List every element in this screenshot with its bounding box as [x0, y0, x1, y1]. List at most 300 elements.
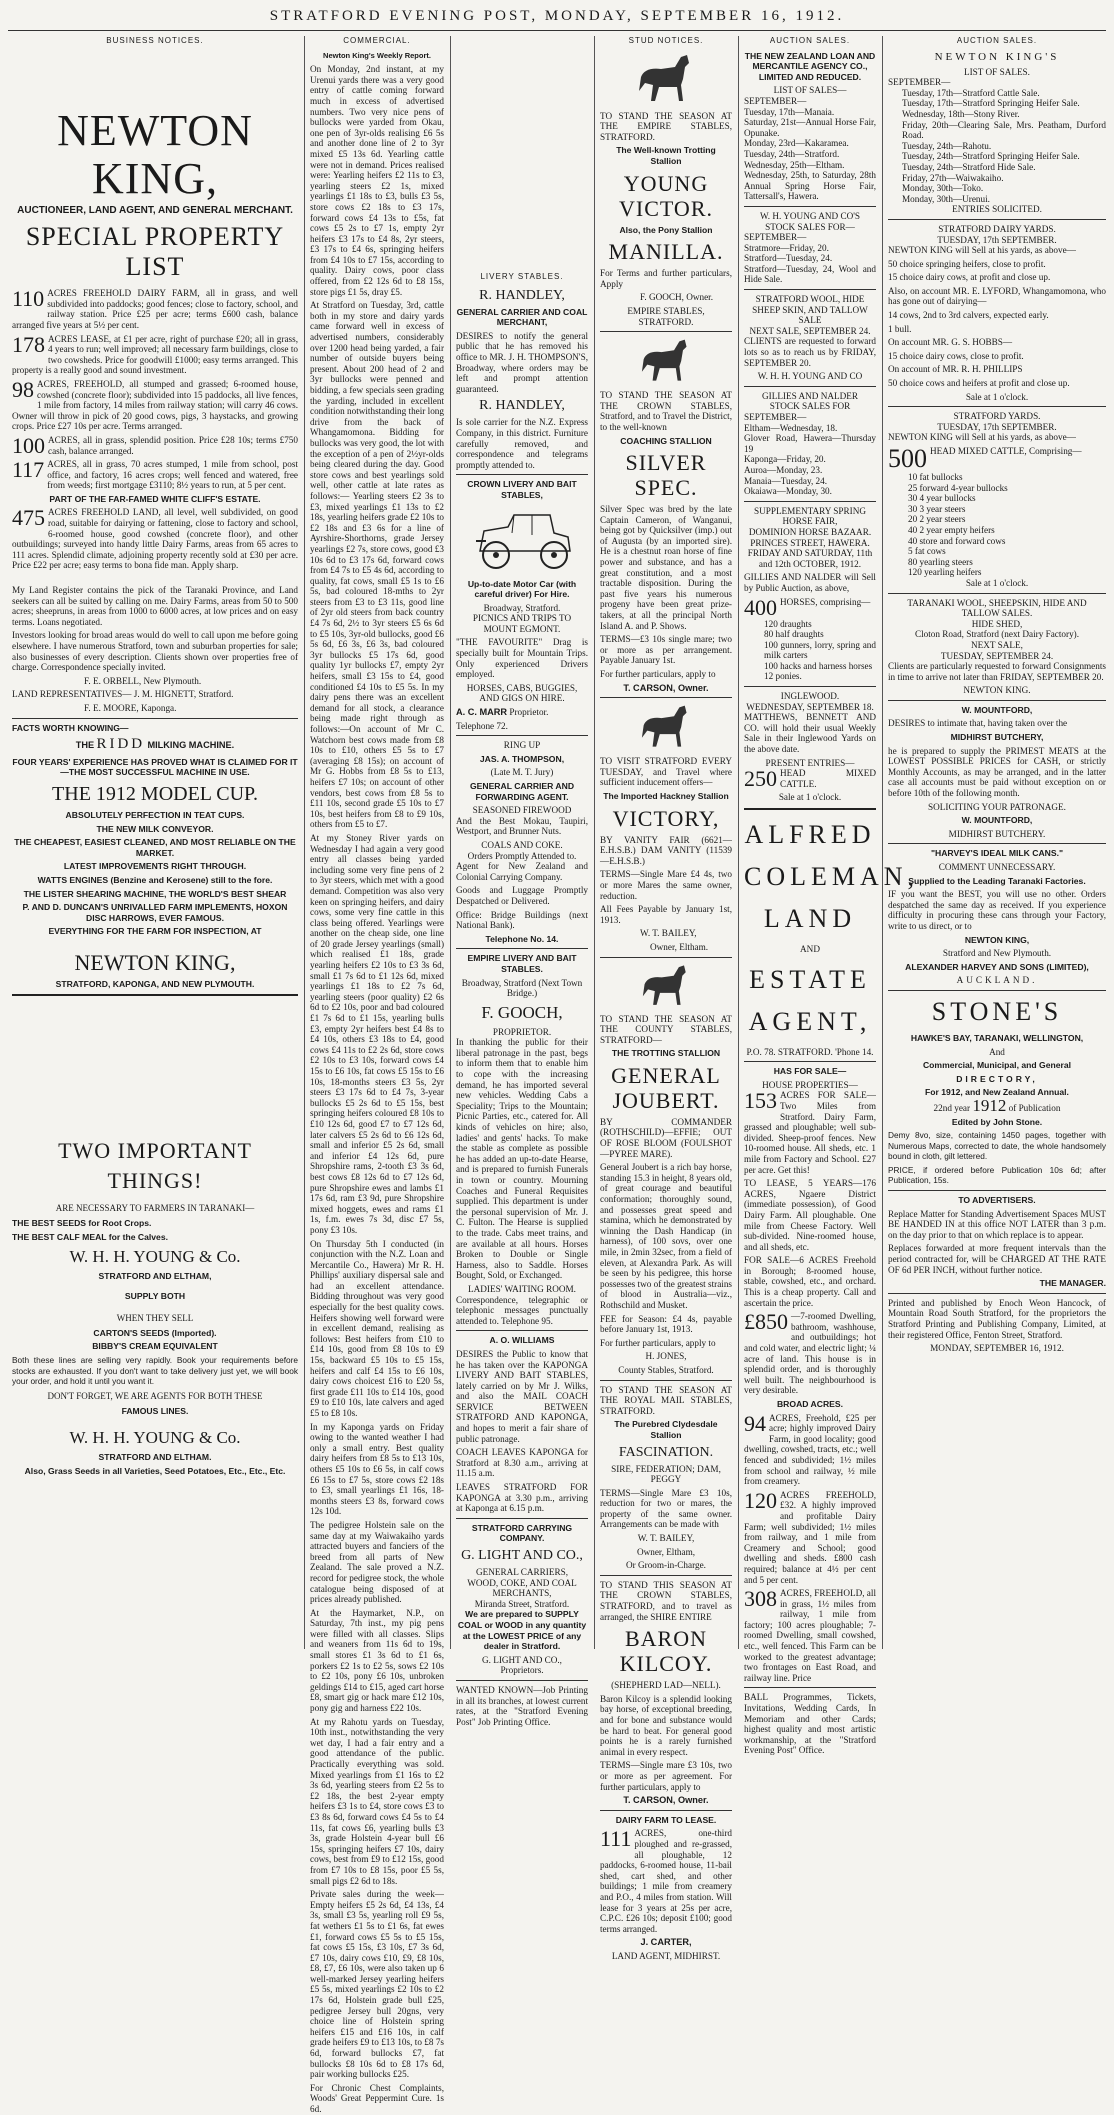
divider: [600, 957, 732, 958]
lot-item: 30 3 year steers: [908, 503, 966, 514]
heading: Up-to-date Motor Car (with careful driver) For Hire.: [467, 578, 577, 600]
signature: W. T. BAILEY,: [637, 1533, 695, 1544]
divider: [744, 206, 876, 207]
subheading: STOCK SALES FOR—: [765, 221, 855, 232]
signature: ALEXANDER HARVEY AND SONS (LIMITED),: [905, 961, 1089, 972]
property-list-heading: SPECIAL PROPERTY LIST: [25, 222, 285, 282]
heading: Orders Promptly Attended to.: [467, 850, 577, 861]
sale-date: Monday, 30th—Urenui.: [902, 193, 990, 204]
body-text: For Terms and further particulars, Apply: [600, 268, 732, 289]
heading: The Imported Hackney Stallion: [603, 790, 729, 801]
body-text: 15 choice dairy cows, at profit and close up.: [888, 272, 1051, 283]
column-header: AUCTION SALES.: [956, 36, 1038, 45]
signature: LAND REPRESENTATIVES— J. M. HIGNETT, Stratford.: [12, 689, 234, 700]
advert-title: R. HANDLEY,: [479, 287, 565, 303]
heading: SEASONED FIREWOOD: [472, 805, 572, 816]
listing: 475 ACRES FREEHOLD LAND, all level, well subdivided, on good road, suitable for dairying or fattening, close to factory and school, 6-roomed house, good cowshed (concrete floor), and other outbuildings; surveyed into handy little Dairy Farms, areas from 65 acres to 111 acres. Splendid climate, adjoining property recently sold at £30 per acre. Price £22 per acre; easy terms to bona fide man. Apply sharp.: [12, 505, 298, 571]
body-text: Replace Matter for Standing Advertisement Spaces MUST BE HANDED IN at this office NOT LATER than 3 p.m. on the day prior to that on which replace is to appear.: [888, 1208, 1106, 1240]
subheading: GENERAL CARRIERS,: [475, 1567, 569, 1577]
listing: 100 ACRES, all in grass, splendid position. Price £28 10s; terms £750 cash, balance arranged.: [12, 432, 298, 458]
listing: 178 ACRES LEASE, at £1 per acre, right of purchase £20; all in grass, 4 years to run; well improved; all necessary farm buildings, close to two cowsheds. Price for goodwill £1000; easy terms arranged. This property is a really good and sound investment.: [12, 331, 298, 376]
stallion-name: MANILLA.: [608, 239, 724, 265]
advert-title: GILLIES AND NALDER: [762, 390, 858, 401]
advert-title: TARANAKI WOOL, SHEEPSKIN, HIDE AND TALLOW SALES.: [907, 597, 1087, 619]
divider: [456, 474, 588, 475]
body-text: For further particulars, apply to: [600, 669, 716, 679]
column-business-notices: [12, 36, 298, 1651]
heading: COACHING STALLION: [620, 435, 712, 446]
sale-date: Eltham—Wednesday, 18.: [744, 422, 838, 433]
body-text: For further particulars, apply to: [600, 1337, 716, 1348]
divider: [12, 994, 298, 996]
heading: Edited by John Stone.: [951, 1116, 1043, 1127]
column-divider: [594, 36, 595, 1649]
lot-item: 25 forward 4-year bullocks: [908, 482, 1008, 493]
body-text: My Land Register contains the pick of the Taranaki Province, and Land seekers can all be suited by calling on me. Dairy Farms, areas from 50 to 500 acres; sheepruns, in areas from 1000 to 6000 acres, at low prices and on easy terms. Loans negotiated.: [12, 585, 298, 627]
young-title: TWO IMPORTANT THINGS!: [58, 1138, 252, 1194]
heading: The Well-known Trotting Stallion: [616, 145, 716, 166]
divider: [456, 1518, 588, 1519]
advert-title: STRATFORD YARDS.: [953, 411, 1041, 422]
heading: HAWKE'S BAY, TARANAKI, WELLINGTON,: [910, 1032, 1084, 1043]
sale-date: Monday, 30th—Toko.: [902, 183, 984, 194]
stallion-name: BARON KILCOY.: [619, 1626, 713, 1677]
publication-year: 22nd year 1912 of Publication: [933, 1095, 1061, 1115]
subheading: PROPRIETOR.: [492, 1026, 552, 1037]
advert-title: G. LIGHT AND CO.,: [461, 1548, 583, 1563]
listing: 153 ACRES FOR SALE—Two Miles from Stratford. Dairy Farm, grassed and ploughable; well sub-divided. Sheep-proof fences. New 10-roomed house. All sheds, etc. 1 mile from Factory and School. £27 per acre. Get this!: [744, 1088, 876, 1175]
listing: 111 ACRES, one-third ploughed and re-grassed, all ploughable, 12 paddocks, 6-roomed house, 11-bail shed, cart shed, and other buildings; 1 mile from creamery and P.O., 4 miles from station. Will lease for 3 years at 25s per acre, C.P.C. £26 10s; deposit £100; good terms arranged.: [600, 1826, 732, 1934]
body-text: On account of MR. R. H. PHILLIPS: [888, 364, 1023, 375]
masthead-rule: [8, 30, 1106, 31]
divider: [888, 1293, 1106, 1294]
heading: DIRECTORY,: [956, 1073, 1038, 1084]
divider: [600, 1575, 732, 1576]
body-text: LEAVES STRATFORD FOR KAPONGA at 3.30 p.m., arriving at Kaponga at 6.15 p.m.: [456, 1482, 588, 1514]
sale-date: Auroa—Monday, 23.: [744, 464, 823, 475]
body-text: Also, on account MR. E. LYFORD, Whangamomona, who has gone out of dairying—: [888, 285, 1106, 307]
signature: F. GOOCH, Owner.: [640, 292, 714, 303]
subheading: STOCK SALES FOR: [769, 401, 851, 412]
heading: Supplied to the Leading Taranaki Factories.: [908, 875, 1086, 886]
lot-item: 40 2 year empty heifers: [908, 524, 995, 535]
signature: Owner, Eltham,: [636, 1546, 696, 1557]
sale-date: Stratford—Tuesday, 24, Wool and Hide Sale.: [744, 263, 876, 285]
listing: TO LEASE, 5 YEARS—176 ACRES, Ngaere District (immediate possession), of Good Dairy Farm. All ploughable. One mile from Cheese Factory. Well sub-divided. Nine-roomed house, and all sheds, etc.: [744, 1178, 876, 1252]
heading: FAMOUS LINES.: [121, 1405, 189, 1416]
lot-item: 5 fat cows: [908, 546, 946, 557]
sale-date: Tuesday, 17th—Stratford Springing Heifer Sale.: [902, 98, 1080, 109]
heading: STRATFORD CARRYING COMPANY.: [471, 1522, 573, 1544]
lot-item: 30 4 year bullocks: [908, 493, 976, 504]
body-text: BY VANITY FAIR (6621—E.H.S.B.) DAM VANITY (11539—E.H.S.B.): [600, 834, 732, 866]
column-auction-sales-2: [888, 36, 1106, 1651]
body-text: TO STAND THE SEASON AT THE CROWN STABLES, Stratford, and to Travel the District, to the well-known: [600, 390, 732, 432]
advert-title: JAS. A. THOMPSON,: [479, 753, 565, 764]
subheading: WEDNESDAY, SEPTEMBER 18.: [746, 701, 874, 712]
address: Stratford and New Plymouth.: [942, 948, 1052, 959]
heading: THE LISTER SHEARING MACHINE, THE WORLD'S BEST SHEAR: [23, 888, 287, 899]
coleman-title: ALFRED: [744, 820, 876, 849]
signature: Or Groom-in-Charge.: [626, 1560, 706, 1571]
advert-title: STRATFORD DAIRY YARDS.: [938, 223, 1056, 234]
body-text: We are prepared to SUPPLY COAL or WOOD in any quantity at the LOWEST PRICE of any dealer in Stratford.: [457, 1609, 587, 1652]
lot-item: 100 gunners, lorry, spring and milk carters: [764, 639, 876, 661]
horse-illustration: [631, 336, 701, 386]
body-text: GILLIES AND NALDER will Sell by Public Auction, as above,: [744, 572, 876, 593]
contact-line: P.O. 78. STRATFORD. 'Phone 14.: [746, 1046, 874, 1057]
sale-date: Monday, 23rd—Kakaramea.: [744, 138, 849, 149]
signature: T. CARSON, Owner.: [623, 1795, 709, 1806]
body-text: NEWTON KING will Sell at his yards, as above—: [888, 245, 1076, 256]
heading: STRATFORD AND ELTHAM.: [98, 1452, 212, 1463]
heading: GENERAL CARRIER AND COAL MERCHANT,: [456, 306, 588, 328]
sale-date: Friday, 27th—Waiwakaiho.: [902, 172, 1004, 183]
report-paragraph: On Monday, 2nd instant, at my Urenui yards there was a very good entry of cattle coming forward much in excess of advertised numbers. Two very nice pens of bullocks were yarded from Okau, one pen of 3yr-olds realising £6 5s and another done line of 2 to 3yr mixed £5 13s 6d. Yearling cattle were not in demand. Prices realised were: Yearling heifers £2 11s to £3, yearling steers £2 1s, mixed yearlings £1 18s to £3, bulls £3 5s, store cows £2 18s to £3 17s, forward cows £4 13s to £5s, fat cows £5 2s to £7 1s, empty 2yr heifers £3 17s to £4 8s, 2yr steers, £3 17s to £4 6s, springing heifers from £4 10s to £7 15s, according to quality. Dairy cows, poor class offered, from £2 12s 6d to £8 15s, store pigs £1 5s, dray £5.: [310, 64, 444, 297]
heading: THE CHEAPEST, EASIEST CLEANED, AND MOST RELIABLE ON THE MARKET.: [14, 837, 296, 858]
body-text: DESIRES the Public to know that he has taken over the KAPONGA LIVERY AND BAIT STABLES, lately carried on by Mr J. Wilks, and also the MAIL COACH SERVICE BETWEEN STRATFORD AND KAPONGA, and hopes to merit a fair share of public patronage.: [456, 1348, 588, 1444]
body-text: Agent for New Zealand and Colonial Carrying Company.: [456, 861, 588, 882]
signature: NEWTON KING.: [963, 685, 1031, 696]
listing: 98 ACRES, FREEHOLD, all stumped and grassed; 6-roomed house, cowshed (concrete floor); subdivided into 15 paddocks, all live fences, 1 mile from factory, 14 miles from railway station; will carry 46 cows. Owner will throw in pick of 20 good cows, pigs, 3 haystacks, and growing crops. Price £27 10s per acre. Terms arranged.: [12, 376, 298, 432]
divider: [600, 697, 732, 698]
lot-item: 100 hacks and harness horses: [764, 660, 873, 671]
horse-illustration: [631, 962, 701, 1010]
listing: 110 ACRES FREEHOLD DAIRY FARM, all in grass, and well subdivided into paddocks; good fences; close to factory, school, and railway station. Price £25 per acre; terms £600 cash, balance arranged five years at 5½ per cent.: [12, 286, 298, 330]
report-paragraph: The pedigree Holstein sale on the same day at my Waiwakaiho yards attracted buyers and fanciers of the breed from all parts of New Zealand. The sale proved a N.Z. record for pedigree stock, the whole catalogue being disposed of at prices already published.: [310, 1519, 444, 1605]
divider: [744, 1061, 876, 1062]
heading: BROAD ACRES.: [776, 1399, 844, 1409]
month-label: SEPTEMBER—: [744, 412, 807, 422]
divider: [600, 1380, 732, 1381]
advert-title: NEWTON KING'S: [934, 50, 1060, 63]
heading: The Purebred Clydesdale Stallion: [614, 1419, 718, 1440]
advert-title: W. H. YOUNG AND CO'S: [759, 210, 860, 221]
address: Miranda Street, Stratford.: [474, 1598, 570, 1609]
sale-date: Tuesday, 24th—Stratford Hide Sale.: [902, 161, 1036, 172]
signature: F. E. MOORE, Kaponga.: [84, 702, 177, 713]
listing: 117 ACRES, all in grass, 70 acres stumped, 1 mile from school, post office, and factory, 16 acres crops; well fenced and watered, free from weeds; first mortgage £3110; 8½ years to run, at 5 per cent.: [12, 457, 298, 491]
heading: CARTON'S SEEDS (Imported).: [93, 1327, 217, 1338]
column-header: COMMERCIAL.: [343, 36, 411, 45]
ridd-line: THE RIDD MILKING MACHINE.: [75, 736, 235, 753]
heading: P. AND D. DUNCAN'S UNRIVALLED FARM IMPLEMENTS, HOXON DISC HARROWS, EVER FAMOUS.: [22, 902, 288, 923]
signature: T. CARSON, Owner.: [623, 682, 709, 693]
sale-date: Tuesday, 17th—Stratford Cattle Sale.: [902, 87, 1040, 98]
lot-item: 40 store and forward cows: [908, 535, 1006, 546]
body-text: CLIENTS are requested to forward lots so as to reach us by FRIDAY, SEPTEMBER 20.: [744, 336, 876, 368]
address: AUCKLAND.: [956, 975, 1038, 986]
advert-title: STRATFORD WOOL, HIDE SHEEP SKIN, AND TALLOW SALE: [752, 294, 868, 326]
stallion-name: FASCINATION.: [618, 1444, 714, 1460]
report-paragraph: On Thursday 5th I conducted (in conjunction with the N.Z. Loan and Mercantile Co., Hawera) Mr R. H. Phillips' auxiliary dispersal sale and had an excellent attendance. Bidding throughout was very good especially for the best quality cows. Heifers showing well forward were in excellent demand, realising as follows: Best heifers from £10 to £14 10s, good from £8 10s to £9 15s, backward £5 10s to £5 15s, heifers and calf £4 15s to £6 10s, dairy cows choicest £16 to £20 5s, first grade £11 10s to £14 10s, good £9 to £10 10s, late calvers and aged £5 to £8 10s.: [310, 1238, 444, 1418]
column-divider: [450, 36, 451, 1649]
listing: £850 —7-roomed Dwelling, bathroom, washhouse, and outbuildings; hot and cold water, and electric light; ¼ acre of land. This house is in splendid order, and is thoroughly well built. The neighbourhood is very desirable.: [744, 1309, 876, 1396]
report-paragraph: At my Rahotu yards on Tuesday, 10th inst., notwithstanding the very wet day, I had a fair entry and a good attendance of the public. Practically everything was sold. Mixed yearlings from £1 16s to £2 3s 6d, yearling steers from £2 5s to £2 18s, the best 2-year empty heifers £3 1s to £4, store cows £3 to £3 8s 6d, forward cows £4 5s to £4 11s, fat cows £6, yearling bulls £3 3s, grade Holstein 4-year bull £6 15s, springing heifers £7 10s, dairy cows, best from £9 to £12 15s, good from £7 10s to £8 15s, poor £5 5s, small pigs £2 6d to 18s.: [310, 1716, 444, 1886]
heading: THE BEST SEEDS for Root Crops.: [12, 1218, 152, 1229]
sale-date: Glover Road, Hawera—Thursday 19: [744, 433, 876, 454]
sale-date: Tuesday, 24th—Stratford.: [744, 148, 840, 159]
locations: STRATFORD, KAPONGA, AND NEW PLYMOUTH.: [55, 978, 255, 989]
heading: FOUR YEARS' EXPERIENCE HAS PROVED WHAT IS CLAIMED FOR IT—THE MOST SUCCESSFUL MACHINE IN USE.: [12, 756, 298, 778]
column-header: BUSINESS NOTICES.: [106, 36, 204, 45]
coleman-title: AND: [800, 944, 820, 954]
heading: COALS AND COKE.: [481, 839, 563, 850]
lot-item: 80 half draughts: [764, 629, 824, 640]
imprint: Printed and published by Enoch Weon Hancock, of Mountain Road South Stratford, for the proprietors the Stratford Printing and Publishing Company, Limited, at their registered Office, Fenton Street, Stratford.: [888, 1297, 1106, 1340]
body-text: TERMS—£3 10s single mare; two or more as per arrangement. Payable January 1st.: [600, 634, 732, 666]
sale-date: Tuesday, 24th—Stratford Springing Heifer Sale.: [902, 151, 1080, 162]
subheading: COMMENT UNNECESSARY.: [938, 862, 1056, 872]
lot-item: 20 2 year steers: [908, 514, 966, 525]
heading: ABSOLUTELY PERFECTION IN TEAT CUPS.: [65, 809, 245, 820]
heading: PICNICS AND TRIPS TO MOUNT EGMONT.: [472, 613, 572, 634]
subheading: DON'T FORGET, WE ARE AGENTS FOR BOTH THESE: [47, 1390, 263, 1401]
subheading: ARE NECESSARY TO FARMERS IN TARANAKI—: [55, 1203, 255, 1214]
divider: [888, 700, 1106, 701]
signature: A. C. MARR Proprietor.: [456, 707, 549, 718]
heading: Also, the Pony Stallion: [619, 224, 713, 235]
lot-item: 120 yearling heifers: [908, 567, 982, 578]
body-text: All Fees Payable by January 1st, 1913.: [600, 904, 732, 925]
heading: For 1912, and New Zealand Annual.: [925, 1087, 1069, 1098]
body-text: 14 cows, 2nd to 3rd calvers, expected early.: [888, 310, 1049, 321]
column-livery-stables: [456, 36, 588, 1727]
column-commercial: [310, 36, 444, 2114]
body-text: Sale at 1 o'clock.: [965, 391, 1029, 402]
subheading: WHEN THEY SELL: [116, 1312, 194, 1323]
column-stud-notices: [600, 36, 732, 1961]
signature: J. CARTER,: [640, 1937, 692, 1948]
address: Broadway, Stratford.: [483, 602, 561, 613]
report-paragraph: At the Haymarket, N.P., on Saturday, 7th inst., my pig pens were filled with all classes. Slips and weaners from 11s 6d to 19s, small stores £1 3s 6d to £1 6s, porkers £2 1s to £2 5s, sows £2 10s to £2 10s, pony £6 10s, unbroken geldings £14 to £15, aged cart horse £8, smart gig or hack mare £12 10s, pony gig and harness £22 10s.: [310, 1607, 444, 1714]
body-text: Investors looking for broad areas would do well to call upon me before going elsewhere. I have numerous Stratford, town and suburban properties for sale; also businesses of every description. Clients shown over properties free of charge. Correspondence specially invited.: [12, 630, 298, 673]
sale-date: Stratford—Tuesday, 24.: [744, 253, 833, 264]
report-paragraph: In my Kaponga yards on Friday owing to the wanted weather I had only a small entry. Best quality dairy heifers from £8 5s to £13 10s, others £5 10s to £6 5s, in calf cows £6 15s to £7 5s, store cows £2 18s to £3, small yearlings £1 16s, 18-months steers £3 8s, forward cows 12s 10d.: [310, 1421, 444, 1517]
firm-name: W. H. H. YOUNG & Co.: [69, 1246, 241, 1266]
imprint-date: MONDAY, SEPTEMBER 16, 1912.: [930, 1343, 1064, 1354]
body-text: PRICE, if ordered before Publication 10s 6d; after Publication, 15s.: [888, 1164, 1106, 1186]
body-text: WANTED KNOWN—Job Printing in all its branches, at lowest current rates, at the "Stratford Evening Post" Job Printing Office.: [456, 1684, 588, 1727]
heading: CROWN LIVERY AND BAIT STABLES,: [467, 479, 577, 500]
subheading: DOMINION HORSE BAZAAR.: [748, 526, 872, 537]
body-text: (SHEPHERD LAD—NELL).: [611, 1680, 721, 1691]
divider: [888, 990, 1106, 991]
lot-item: 80 yearling steers: [908, 556, 973, 567]
column-divider: [304, 36, 305, 1649]
heading: MIDHIRST BUTCHERY,: [950, 732, 1044, 743]
divider: [456, 735, 588, 736]
body-text: Clients are particularly requested to forward Consignments in time to arrive not later than FRIDAY, SEPTEMBER 20.: [888, 661, 1106, 682]
body-text: BALL Programmes, Tickets, Invitations, Wedding Cards, In Memoriam and other Cards; highest quality and most artistic workmanship, at the "Stratford Evening Post" Office.: [744, 1692, 876, 1756]
heading: FACTS WORTH KNOWING—: [12, 722, 129, 733]
subheading: And: [989, 1046, 1005, 1057]
body-text: TO STAND THE SEASON AT THE EMPIRE STABLES, STRATFORD.: [600, 110, 732, 142]
signature: NEWTON KING,: [964, 934, 1030, 945]
address: PRINCES STREET, HAWERA.: [750, 537, 870, 548]
cup-heading: THE 1912 MODEL CUP.: [52, 782, 258, 805]
body-text: And the Best Mokau, Taupiri, Westport, and Brunner Nuts.: [456, 815, 588, 837]
subheading: HIDE SHED,: [971, 618, 1023, 629]
subheading: TUESDAY, 17th SEPTEMBER.: [937, 421, 1057, 432]
body-text: TO VISIT STRATFORD EVERY TUESDAY, and Travel where sufficient inducement offers—: [600, 756, 732, 788]
masthead: STRATFORD EVENING POST, MONDAY, SEPTEMBER 16, 1912.: [269, 8, 845, 24]
body-text: In thanking the public for their liberal patronage in the past, begs to inform them that to enable him to cope with the increasing demand, he has imported several new vehicles. Wedding Cabs a Speciality; Trips to the Mountain; Picnic Parties, etc., catered for. All kinds of vehicles on hire; also, ladies' and gents' hacks. To make the stable as complete as possible he has added an up-to-date Hearse, and is prepared to furnish Funerals in town or country. Mourning Coaches and Funeral Requisites supplied. This department is under the personal supervision of Mr. J. C. Fulton. The Hearse is supplied to the trade. Cabs meet trains, and are available at all hours. Horses Broken to Double or Single Harness, also to Saddle. Horses Bought, Sold, or Exchanged.: [456, 1037, 588, 1281]
body-text: DESIRES to intimate that, having taken over the: [888, 718, 1068, 729]
heading: LATEST IMPROVEMENTS RIGHT THROUGH.: [63, 861, 247, 872]
subheading: SOLICITING YOUR PATRONAGE.: [928, 801, 1066, 812]
heading: RING UP: [503, 740, 541, 751]
address: Broadway, Stratford (Next Town Bridge.): [461, 977, 583, 999]
heading: LADIES' WAITING ROOM.: [468, 1283, 576, 1294]
column-header: LIVERY STABLES.: [480, 272, 564, 281]
lot-item: 10 fat bullocks: [908, 472, 963, 482]
body-text: BY COMMANDER (ROTHSCHILD)—EFFIE; OUT OF ROSE BLOOM (FOULSHOT—PYREE MARE).: [600, 1116, 732, 1159]
body-text: TO STAND THIS SEASON AT THE CROWN STABLES, STRATFORD, and to travel as arranged, the SHIRE ENTIRE: [600, 1579, 732, 1622]
divider: [888, 593, 1106, 594]
advert-title: W. MOUNTFORD,: [961, 704, 1033, 715]
heading: SUPPLY BOTH: [124, 1291, 186, 1302]
column-continuation-space: [456, 36, 588, 272]
signature: G. LIGHT AND CO.,: [482, 1654, 562, 1665]
advert-subtitle: AUCTIONEER, LAND AGENT, AND GENERAL MERCHANT.: [17, 204, 293, 216]
divider: [744, 289, 876, 290]
report-paragraph: Private sales during the week—Empty heifers £5 2s 6d, £4 13s, £4 3s, small £3 5s, yearling roll £9 5s, fat wethers £1 5s to £1 6s, fat ewes £1, forward cows £5 5s to £5 15s, fat cows £5 15s, £3 10s, £7 3s 6d, £7 10s, dairy cows £10, £9, £8 10s, £8, £7, £6 10s, were also taken up 6 well-marked Jersey yearling heifers £5 5s, mixed yearlings £2 10s to £2 17s 6d, Holstein grade bull £25, pedigree Jersey bull 20gns, very choice line of Holstein spring heifers £15 and £16 10s, in calf grade heifers £9 to £13 10s, to £8 7s 6d, forward bullocks £7, fat bullocks £8 10s 6d to £8 17s 6d, pair working bullocks £25.: [310, 1889, 444, 2080]
estate-heading: PART OF THE FAR-FAMED WHITE CLIFF'S ESTATE.: [49, 493, 261, 504]
body-text: MATTHEWS, BENNETT AND CO. will hold their usual Weekly Sale in their Inglewood Yards on the above date.: [744, 712, 876, 755]
body-text: Both these lines are selling very rapidly. Book your requirements before stocks are exhausted. If you don't want to take delivery just yet, we will book your order, and hold it until you want it.: [12, 1355, 298, 1387]
signature: W. H. H. YOUNG AND CO: [757, 371, 863, 382]
body-text: Sale at 1 o'clock.: [778, 792, 842, 803]
body-text: TO STAND THE SEASON AT THE COUNTY STABLES, STRATFORD—: [600, 1013, 732, 1045]
advert-title: SUPPLEMENTARY SPRING HORSE FAIR,: [753, 505, 866, 527]
signature: LAND AGENT, MIDHIRST.: [611, 1950, 721, 1961]
subheading: (Late M. T. Jury): [490, 767, 554, 778]
sale-date: Manaia—Tuesday, 24.: [744, 475, 828, 486]
subheading: HOUSE PROPERTIES—: [762, 1079, 858, 1090]
address: EMPIRE STABLES, STRATFORD.: [627, 305, 705, 327]
column-divider: [738, 36, 739, 1649]
body-text: TO STAND THE SEASON AT THE ROYAL MAIL STABLES, STRATFORD.: [600, 1384, 732, 1416]
body-text: Silver Spec was bred by the late Captain Cameron, of Wanganui, being got by Quicksilver (imp.) out of Augusta (by an imported sire). He is a chestnut roan horse of fine power and substance, and has a great constitution, and a most tractable disposition. During the past five years his numerous progeny have been great prize-takers, at all the principal North Island A. and P. Shows.: [600, 504, 732, 631]
coleman-title: ESTATE: [749, 964, 871, 994]
month-label: SEPTEMBER—: [888, 77, 951, 88]
telephone: Telephone No. 14.: [485, 933, 559, 944]
heading: THE BEST CALF MEAL for the Calves.: [12, 1232, 168, 1243]
sale-date: Wednesday, 18th—Stony River.: [902, 108, 1020, 119]
advert-title: NEWTON KING,: [74, 949, 236, 975]
listing: 120 ACRES FREEHOLD, £32. A highly improved and profitable Dairy Farm; well subdivided; 1½ miles from railway, and 1 mile from Creamery and School; good dwelling and sheds. £800 cash required; balance at 4½ per cent and 5 per cent.: [744, 1487, 876, 1585]
subheading: LIST OF SALES—: [773, 85, 847, 96]
coleman-title: AGENT,: [748, 1006, 872, 1036]
body-text: 50 choice springing heifers, close to profit.: [888, 258, 1046, 269]
divider: [888, 843, 1106, 844]
signature: W. MOUNTFORD,: [961, 815, 1033, 826]
body-text: FEE for Season: £4 4s, payable before January 1st, 1913.: [600, 1313, 732, 1335]
sale-date: Stratmore—Friday, 20.: [744, 242, 829, 253]
subheading: LIST OF SALES.: [964, 66, 1030, 77]
body-text: Goods and Luggage Promptly Despatched or Delivered.: [456, 885, 588, 906]
divider: [888, 1190, 1106, 1191]
subheading: ENTRIES SOLICITED.: [952, 204, 1042, 215]
signature: F. E. ORBELL, New Plymouth.: [84, 675, 202, 686]
heading: DAIRY FARM TO LEASE.: [615, 1814, 717, 1825]
heading: THE NEW MILK CONVEYOR.: [96, 823, 214, 834]
listing: 94 ACRES, Freehold, £25 per acre; highly improved Dairy Farm, in good locality; good dwelling, cowshed, tracts, etc.; well fenced and subdivided; 1½ miles from school and railway, ½ mile from creamery.: [744, 1410, 876, 1487]
listing: FOR SALE—6 ACRES Freehold in Borough; 8-roomed house, stable, cowshed, etc., and orchard. This is a cheap property. Call and ascertain the price.: [744, 1255, 876, 1308]
body-text: SIRE, FEDERATION; DAM, PEGGY: [611, 1463, 721, 1485]
stallion-name: VICTORY,: [612, 805, 720, 831]
body-text: "THE FAVOURITE" Drag is specially built for Mountain Trips. Only experienced Drivers employed.: [456, 637, 588, 680]
sale-date: Tuesday, 24th—Rahotu.: [902, 140, 992, 151]
body-text: Is sole carrier for the N.Z. Express Company, in this district. Furniture carefully removed, and correspondence and telegrams promptly attended to.: [456, 417, 588, 470]
advert-title: "HARVEY'S IDEAL MILK CANS.": [930, 848, 1064, 859]
divider: [744, 501, 876, 502]
signature: Proprietors.: [500, 1665, 544, 1676]
report-paragraph: At Stratford on Tuesday, 3rd, cattle both in my store and dairy yards came forward well in excess of advertised numbers, considerably over 1200 head being yarded, a fair number of outside buyers being present. About 200 head of 2 and 3yr bullocks were penned and bidding, a few specials seen grading the yarding, included in excellent condition notwithstanding their long drive from the back of Whangamomona. Bidding for bullocks was very good, the lot with the exception of a pen of 2½yr-olds being cleared during the day. Good store cows and best yearlings sold well, other cattle at late rates as follows:— Yearling steers £2 3s to £3, mixed yearlings £1 13s to £2 18s, yearling heifers grade £2 10s to £2 18s and £3 6s for a line of Ayrshire-Shorthorns, grade Jersey yearlings £2 7s, store cows, good £3 10s 6d to £3 17s 6d, forward cows from £4 7s to £5 4s 6d, according to quality, fat cows, small £5 1s to £6 5s, bad coloured 18-mths to 2yr steers from £3 to £3 11s, good line of 2yr old steers from back country £4 7s 6d, 2½ to 3yr steers £5 6s 6d to £5 10s, 3yr-old bullocks, good £6 5s 6d, £6 3s, £6 3s, bad coloured 3yr bullocks £5 17s 6d, good quality 1yr bullocks £7, empty 2yr heifers, small £3 15s to £4, good conditioned £4 10s to £5 5s. In my dairy pens there was an excellent demand for all stock, a clearance being made right through as follows:—On account of Mr C. Watchorn best cows made from £8 10s to £10, others £5 5s to £7 (averaging £8 15s); on account of Mr G. Hobbs from £8 5s to £13, heifers £7 10s; on account of other vendors, best cows from £8 5s to £11 10s, second grade £5 10s to £7 10s, best heifers from £8 to £9 10s, others from £5 to £7.: [310, 300, 444, 830]
listing: 308 ACRES, FREEHOLD, all in grass, 1½ miles from railway, 1 mile from factory; 100 acres ploughable; 7-roomed Dwelling, small cowshed, etc., well fenced. This Farm can be worked to the greatest advantage; two frontages on East Road, and railway line. Price: [744, 1586, 876, 1683]
divider: [600, 331, 732, 332]
subheading: TUESDAY, 17th SEPTEMBER.: [937, 234, 1057, 245]
column-divider: [882, 36, 883, 1649]
listing: 400 HORSES, comprising—: [744, 594, 871, 620]
body-text: 1 bull.: [888, 323, 912, 334]
month-label: SEPTEMBER—: [744, 232, 807, 243]
body-text: Correspondence, telegraphic or telephonic messages punctually attended to. Telephone 95.: [456, 1294, 588, 1326]
lot-item: 120 draughts: [764, 618, 812, 629]
body-text: On account MR. G. S. HOBBS—: [888, 337, 1013, 348]
signature: H. JONES,: [645, 1351, 687, 1362]
body-text: Sale at 1 o'clock.: [965, 577, 1029, 588]
heading: BIBBY'S CREAM EQUIVALENT: [92, 1341, 218, 1352]
body-text: DESIRES to notify the general public that he has removed his office to MR. J. H. THOMPSON'S, Broadway, where orders may be left and prompt attention guaranteed.: [456, 330, 588, 394]
divider: [12, 718, 298, 719]
heading: THE TROTTING STALLION: [611, 1048, 721, 1059]
heading: TO ADVERTISERS.: [958, 1195, 1036, 1206]
sale-date: Saturday, 21st—Annual Horse Fair, Opunake.: [744, 117, 876, 138]
divider: [600, 1810, 732, 1811]
sale-date: Wednesday, 25th—Eltham.: [744, 159, 845, 170]
signature: Owner, Eltham.: [650, 941, 709, 952]
stallion-name: SILVER SPEC.: [625, 450, 707, 501]
address: County Stables, Stratford.: [618, 1364, 714, 1375]
column-header: STUD NOTICES.: [628, 36, 704, 45]
subheading: TUESDAY, SEPTEMBER 24.: [940, 650, 1054, 661]
body-text: NEWTON KING will Sell at his yards, as above—: [888, 432, 1076, 443]
heading: HAS FOR SALE—: [773, 1066, 847, 1077]
body-text: Replaces forwarded at more frequent intervals than the period contracted for, will be CHARGED AT THE RATE OF 6d PER INCH, without further notice.: [888, 1243, 1106, 1275]
sale-date: Tuesday, 17th—Manaia.: [744, 106, 835, 117]
sale-date: Friday, 20th—Clearing Sale, Mrs. Peatham, Durford Road.: [902, 119, 1106, 141]
advert-title: R. HANDLEY,: [479, 398, 565, 414]
heading: WATTS ENGINES (Benzine and Kerosene) still to the fore.: [37, 874, 273, 885]
signature: THE MANAGER.: [1039, 1278, 1106, 1289]
body-text: he is prepared to supply the PRIMEST MEATS at the LOWEST POSSIBLE PRICES for CASH, or strictly Monthly Accounts, as may be arranged, and in the latter case all accounts must be paid without exception on or before 10th of the following month.: [888, 745, 1106, 799]
lot-item: 12 ponies.: [764, 671, 802, 682]
body-text: Baron Kilcoy is a splendid looking bay horse, of exceptional breeding, and for bone and substance would be hard to beat. For general good points he is a rarely furnished animal in every respect.: [600, 1693, 732, 1757]
listing: 500 HEAD MIXED CATTLE, Comprising—: [888, 444, 1082, 473]
divider: [888, 219, 1106, 220]
advert-title: F. GOOCH,: [481, 1002, 563, 1022]
stallion-name: GENERAL JOUBERT.: [611, 1062, 721, 1113]
body-text: TERMS—Single mare £3 10s, two or more as per agreement. For further particulars, apply to: [600, 1760, 732, 1792]
stallion-name: YOUNG VICTOR.: [619, 170, 713, 221]
heading: GENERAL CARRIER AND FORWARDING AGENT.: [469, 781, 575, 802]
heading: Also, Grass Seeds in all Varieties, Seed Potatoes, Etc., Etc., Etc.: [24, 1466, 286, 1476]
body-text: 15 choice dairy cows, close to profit.: [888, 350, 1024, 361]
directory-title: STONE'S: [931, 996, 1063, 1026]
body-text: 50 choice cows and heifers at profit and close up.: [888, 378, 1070, 389]
